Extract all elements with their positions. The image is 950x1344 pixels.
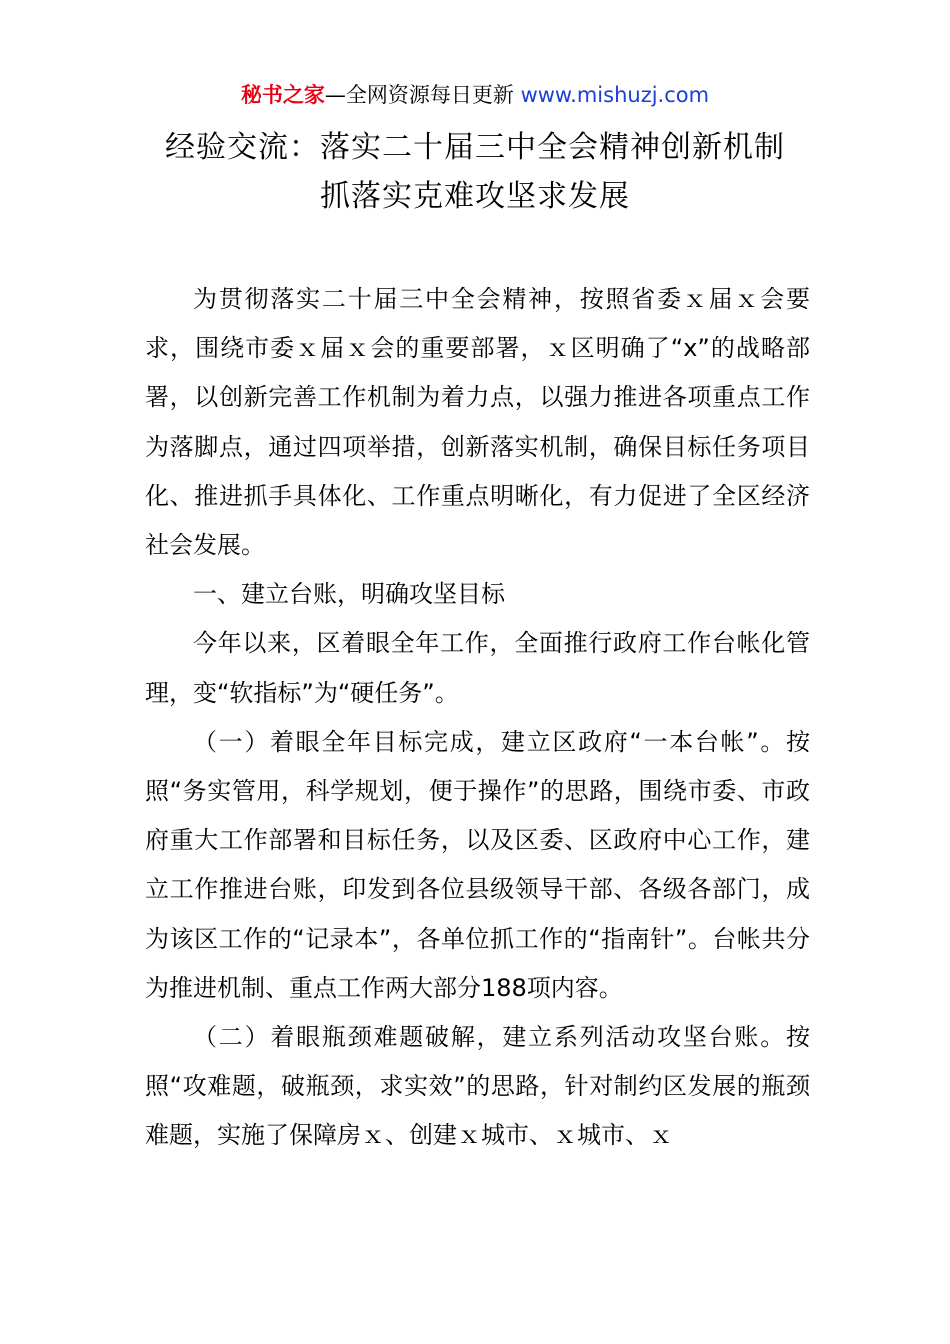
document-title-line-2: 抓落实克难攻坚求发展 — [320, 179, 630, 214]
body-paragraph: （一）着眼全年目标完成，建立区政府“一本台帐”。按照“务实管用，科学规划，便于操作”的思路，围绕市委、市政府重大工作部署和目标任务，以及区委、区政府中心工作，建立工作推进台账，印发到各位县级领导干部、各级各部门，成为该区工作的“记录本”，各单位抓工作的“指南针”。台帐共分为推进机制、重点工作两大部分188项内容。 — [145, 727, 810, 1002]
body-paragraph: 今年以来，区着眼全年工作，全面推行政府工作台帐化管理，变“软指标”为“硬任务”。 — [145, 629, 810, 707]
brand-name: 秘书之家 — [240, 83, 325, 107]
site-banner — [0, 80, 950, 110]
document-title-line-1: 经验交流：落实二十届三中全会精神创新机制 — [165, 130, 785, 165]
body-paragraph: （二）着眼瓶颈难题破解，建立系列活动攻坚台账。按照“攻难题，破瓶颈，求实效”的思路，针对制约区发展的瓶颈难题，实施了保障房ｘ、创建ｘ城市、ｘ城市、ｘ — [145, 1023, 810, 1150]
intro-paragraph: 为贯彻落实二十届三中全会精神，按照省委ｘ届ｘ会要求，围绕市委ｘ届ｘ会的重要部署，ｘ区明确了“x”的战略部署，以创新完善工作机制为着力点，以强力推进各项重点工作为落脚点，通过四项举措，创新落实机制，确保目标任务项目化、推进抓手具体化、工作重点明晰化，有力促进了全区经济社会发展。 — [145, 285, 810, 560]
document-body — [145, 275, 810, 1161]
site-url-link[interactable]: www.mishuzj.com — [520, 83, 710, 107]
section-heading-1: 一、建立台账，明确攻坚目标 — [193, 580, 505, 609]
banner-slogan: —全网资源每日更新 — [324, 83, 521, 107]
